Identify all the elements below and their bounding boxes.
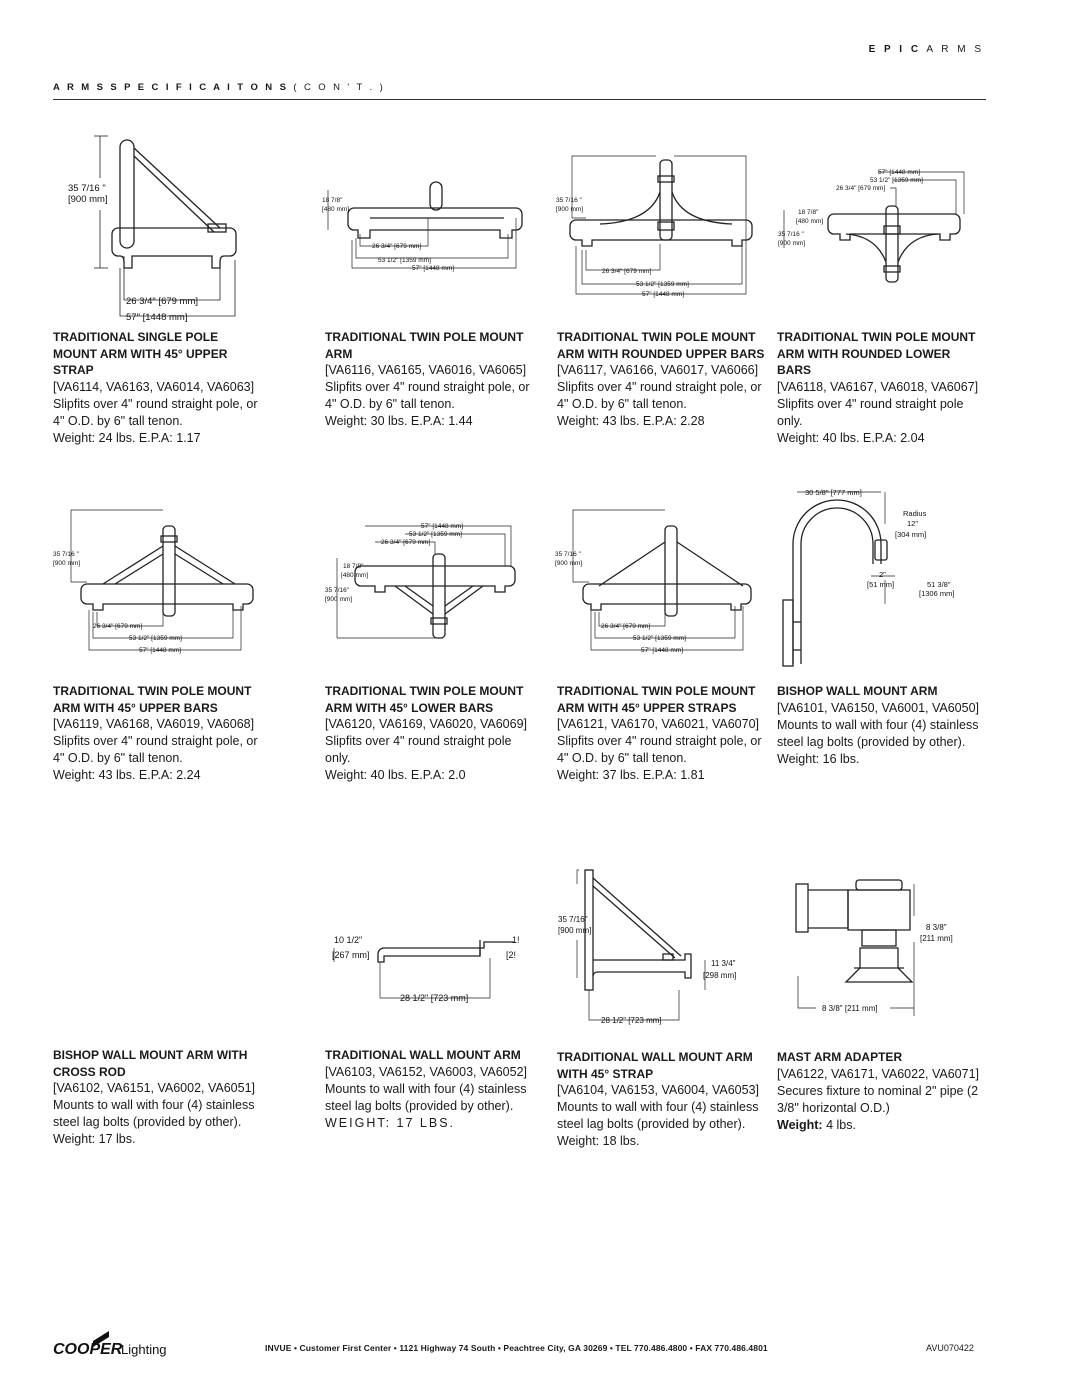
dim-height-mm: [900 mm] xyxy=(53,560,81,567)
item-5-title: TRADITIONAL TWIN POLE MOUNT ARM WITH 45° UPPER BARS xyxy=(53,684,252,715)
item-7-title: TRADITIONAL TWIN POLE MOUNT ARM WITH 45° UPPER STRAPS xyxy=(557,684,756,715)
item-12-title: MAST ARM ADAPTER xyxy=(777,1050,903,1064)
figure-twin-pole-upper-straps xyxy=(555,506,755,656)
dim-width-2: 57" [1448 mm] xyxy=(126,312,188,323)
item-11-weight: Weight: 18 lbs. xyxy=(557,1134,640,1148)
footer-code: AVU070422 xyxy=(926,1343,974,1353)
dim-height: 35 7/16 " xyxy=(555,551,581,558)
figure-twin-pole-rounded-upper xyxy=(556,152,756,302)
brand-bold: E P I C xyxy=(868,44,922,55)
cooper-lighting-logo xyxy=(53,1327,193,1366)
dim-height: 8 3/8" xyxy=(926,923,947,932)
dim-width-3: 57" [1448 mm] xyxy=(641,647,684,654)
dim-width-2: 53 1/2" [1359 mm] xyxy=(409,531,462,538)
dim-width: 30 5/8" [777 mm] xyxy=(805,488,862,497)
dim-width-1: 26 3/4" [679 mm] xyxy=(372,243,422,250)
item-9-title: BISHOP WALL MOUNT ARM WITH CROSS ROD xyxy=(53,1048,248,1079)
item-10-description xyxy=(325,1047,535,1132)
brand-header xyxy=(869,44,984,55)
dim-height-2: 35 7/16 " xyxy=(778,231,804,238)
item-1-weight: Weight: 24 lbs. E.P.A: 1.17 xyxy=(53,430,201,445)
dim-height-mm: [900 mm] xyxy=(555,560,583,567)
dim-pipe-mm: [51 mm] xyxy=(867,580,895,589)
dim-width-1: 26 3/4" [679 mm] xyxy=(602,268,652,275)
dim-reach: 11 3/4" xyxy=(711,959,736,968)
item-9-body: [VA6102, VA6151, VA6002, VA6051] Mounts to wall with four (4) stainless steel lag bolts (provided by other). xyxy=(53,1081,256,1129)
item-5-description xyxy=(53,683,263,784)
figure-mast-arm-adapter xyxy=(790,876,980,1016)
item-7-body: [VA6121, VA6170, VA6021, VA6070] Slipfits over 4" round straight pole, or 4" O.D. by 6" tall tenon. xyxy=(557,717,762,765)
footer-address: INVUE • Customer First Center • 1121 Highway 74 South • Peachtree City, GA 30269 • TEL 770.486.4800 • FAX 770.486.4801 xyxy=(265,1343,768,1353)
item-3-title: TRADITIONAL TWIN POLE MOUNT ARM WITH ROUNDED UPPER BARS xyxy=(557,330,765,361)
dim-height: 35 7/16" xyxy=(558,915,588,924)
dim-height-mm: [900 mm] xyxy=(558,926,592,935)
item-2-body: [VA6116, VA6165, VA6016, VA6065] Slipfits over 4" round straight pole, or 4" O.D. by 6" tall tenon. xyxy=(325,363,530,411)
dim-height: 18 7/8" xyxy=(322,197,343,204)
dim-height-2-mm: [900 mm] xyxy=(325,596,353,603)
dim-width-2: 53 1/2" [1359 mm] xyxy=(870,177,923,184)
item-6-body: [VA6120, VA6169, VA6020, VA6069] Slipfits over 4" round straight pole only. xyxy=(325,717,528,765)
dim-cut-2: [2! xyxy=(506,950,517,960)
dim-height-1-mm: [480 mm] xyxy=(796,218,824,225)
dim-height-2: 35 7/16" xyxy=(325,587,349,594)
item-11-title: TRADITIONAL WALL MOUNT ARM WITH 45° STRAP xyxy=(557,1050,753,1081)
item-12-weight: 4 lbs. xyxy=(826,1117,856,1132)
dim-width-3: 57" [1448 mm] xyxy=(139,647,182,654)
dim-height-mm: [211 mm] xyxy=(920,934,953,943)
dim-height: 10 1/2" xyxy=(334,935,363,945)
item-1-body: [VA6114, VA6163, VA6014, VA6063] Slipfits over 4" round straight pole, or 4" O.D. by 6" tall tenon. xyxy=(53,379,258,428)
figure-twin-pole-lower-bars xyxy=(325,518,525,643)
dim-height-mm: [900 mm] xyxy=(556,206,584,213)
item-12-weight-label: Weight: xyxy=(777,1117,823,1132)
dim-cut-1: 1! xyxy=(512,935,520,945)
dim-height-mm: [480 mm] xyxy=(322,206,350,213)
item-10-body: [VA6103, VA6152, VA6003, VA6052] Mounts to wall with four (4) stainless steel lag bolts (provided by other). xyxy=(325,1064,528,1113)
dim-width-2: 53 1/2" [1359 mm] xyxy=(378,257,431,264)
dim-width: 8 3/8" [211 mm] xyxy=(822,1004,878,1013)
logo-subtext: Lighting xyxy=(121,1342,167,1357)
item-2-description xyxy=(325,329,535,430)
dim-radius: 12" xyxy=(907,519,919,528)
dim-height: 35 7/16 " xyxy=(53,551,79,558)
item-3-weight: Weight: 43 lbs. E.P.A: 2.28 xyxy=(557,414,705,428)
dim-height-mm: [267 mm] xyxy=(332,950,370,960)
item-2-weight: Weight: 30 lbs. E.P.A: 1.44 xyxy=(325,414,473,428)
dim-width-1: 26 3/4" [679 mm] xyxy=(126,296,199,307)
item-12-body: [VA6122, VA6171, VA6022, VA6071] Secures fixture to nominal 2" pipe (2 3/8" horizontal O.D.) xyxy=(777,1066,980,1115)
header-rule xyxy=(53,99,986,100)
item-11-description xyxy=(557,1049,767,1150)
figure-twin-pole-rounded-lower xyxy=(778,166,978,286)
item-12-description xyxy=(777,1049,987,1134)
dim-width-3: 57" [1448 mm] xyxy=(878,169,921,176)
dim-height: 51 3/8" xyxy=(927,580,951,589)
item-3-description xyxy=(557,329,767,430)
section-title xyxy=(53,82,385,93)
dim-height: 35 7/16 " xyxy=(556,197,582,204)
item-8-description xyxy=(777,683,987,768)
dim-width-2: 53 1/2" [1359 mm] xyxy=(129,635,182,642)
dim-width: 28 1/2" [723 mm] xyxy=(601,1016,662,1025)
dim-width-3: 57" [1448 mm] xyxy=(642,291,685,298)
dim-width: 28 1/2" [723 mm] xyxy=(400,993,469,1003)
dim-width-1: 26 3/4" [679 mm] xyxy=(93,623,143,630)
dim-height-1-mm: [480 mm] xyxy=(341,572,369,579)
dim-radius-label: Radius xyxy=(903,509,927,518)
item-10-title: TRADITIONAL WALL MOUNT ARM xyxy=(325,1048,521,1062)
figure-single-pole-upper-strap xyxy=(60,128,250,328)
item-8-title: BISHOP WALL MOUNT ARM xyxy=(777,684,938,698)
figure-twin-pole-upper-bars xyxy=(53,506,253,656)
item-7-description xyxy=(557,683,767,784)
item-5-weight: Weight: 43 lbs. E.P.A: 2.24 xyxy=(53,768,201,782)
item-10-weight: WEIGHT: 17 LBS. xyxy=(325,1115,456,1130)
item-4-weight: Weight: 40 lbs. E.P.A: 2.04 xyxy=(777,430,925,445)
item-9-weight: Weight: 17 lbs. xyxy=(53,1132,136,1146)
item-9-description xyxy=(53,1047,263,1148)
dim-width-1: 26 3/4" [679 mm] xyxy=(381,539,431,546)
figure-twin-pole xyxy=(318,178,528,278)
item-5-body: [VA6119, VA6168, VA6019, VA6068] Slipfits over 4" round straight pole, or 4" O.D. by 6" tall tenon. xyxy=(53,717,258,765)
dim-width-3: 57" [1448 mm] xyxy=(421,523,464,530)
item-4-description xyxy=(777,329,987,447)
item-1-title: TRADITIONAL SINGLE POLE MOUNT ARM WITH 45° UPPER STRAP xyxy=(53,330,228,377)
item-8-body: [VA6101, VA6150, VA6001, VA6050] Mounts to wall with four (4) stainless steel lag bolts (provided by other). xyxy=(777,700,980,749)
figure-wall-mount-45-strap xyxy=(555,860,755,1030)
item-6-description xyxy=(325,683,535,784)
dim-width-1: 26 3/4" [679 mm] xyxy=(601,623,651,630)
item-6-weight: Weight: 40 lbs. E.P.A: 2.0 xyxy=(325,768,466,782)
item-2-title: TRADITIONAL TWIN POLE MOUNT ARM xyxy=(325,330,524,361)
dim-height-1: 18 7/8" xyxy=(798,209,819,216)
dim-width-1: 26 3/4" [679 mm] xyxy=(836,185,886,192)
dim-height-2-mm: [900 mm] xyxy=(778,240,806,247)
figure-bishop-wall-mount xyxy=(775,484,975,674)
dim-height: 35 7/16 " xyxy=(68,183,106,194)
dim-width-2: 53 1/2" [1359 mm] xyxy=(633,635,686,642)
section-title-rest: ( C O N ' T . ) xyxy=(293,82,386,93)
item-4-title: TRADITIONAL TWIN POLE MOUNT ARM WITH ROUNDED LOWER BARS xyxy=(777,330,976,377)
dim-radius-mm: [304 mm] xyxy=(895,530,927,539)
item-1-description xyxy=(53,329,263,447)
item-8-weight: Weight: 16 lbs. xyxy=(777,751,860,766)
item-3-body: [VA6117, VA6166, VA6017, VA6066] Slipfits over 4" round straight pole, or 4" O.D. by 6" tall tenon. xyxy=(557,363,762,411)
logo-text: COOPER xyxy=(53,1341,123,1358)
item-4-body: [VA6118, VA6167, VA6018, VA6067] Slipfits over 4" round straight pole only. xyxy=(777,379,979,428)
dim-reach-mm: [298 mm] xyxy=(703,971,737,980)
dim-height-mm: [1306 mm] xyxy=(919,589,955,598)
section-title-bold: A R M S S P E C I F I C A I T O N S xyxy=(53,82,289,93)
dim-height-1: 18 7/8" xyxy=(343,563,364,570)
dim-width-3: 57" [1448 mm] xyxy=(412,265,455,272)
item-11-body: [VA6104, VA6153, VA6004, VA6053] Mounts to wall with four (4) stainless steel lag bolts (provided by other). xyxy=(557,1083,760,1131)
item-7-weight: Weight: 37 lbs. E.P.A: 1.81 xyxy=(557,768,705,782)
brand-rest: A R M S xyxy=(926,44,984,55)
item-6-title: TRADITIONAL TWIN POLE MOUNT ARM WITH 45° LOWER BARS xyxy=(325,684,524,715)
dim-height-mm: [900 mm] xyxy=(68,194,108,205)
dim-pipe: 2" xyxy=(879,570,886,579)
dim-width-2: 53 1/2" [1359 mm] xyxy=(636,281,689,288)
figure-traditional-wall-mount xyxy=(330,918,520,1008)
